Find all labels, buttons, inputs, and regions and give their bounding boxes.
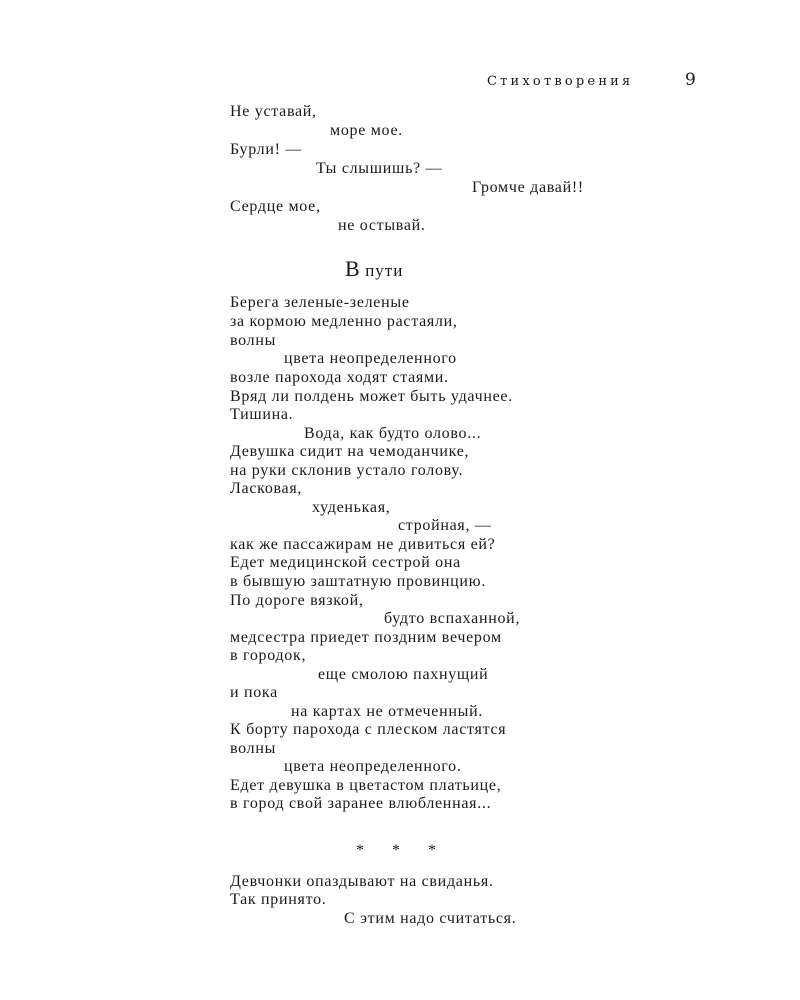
verse-line: стройная, — bbox=[398, 517, 492, 534]
verse-line: Берега зеленые-зеленые bbox=[230, 294, 410, 311]
verse-line: худенькая, bbox=[312, 499, 391, 516]
verse-line: на руки склонив устало голову. bbox=[230, 462, 464, 479]
verse-line: Сердце мое, bbox=[230, 198, 321, 215]
verse-line: Девушка сидит на чемоданчике, bbox=[230, 443, 470, 460]
verse-line: Громче давай!! bbox=[472, 179, 584, 196]
verse-line: С этим надо считаться. bbox=[344, 910, 517, 927]
verse-line: По дороге вязкой, bbox=[230, 592, 364, 609]
running-head: Стихотворения bbox=[487, 74, 634, 89]
verse-line: возле парохода ходят стаями. bbox=[230, 369, 449, 386]
verse-line: в бывшую заштатную провинцию. bbox=[230, 573, 487, 590]
verse-line: в город свой заранее влюбленная... bbox=[230, 795, 492, 812]
poem-title-rest: пути bbox=[365, 261, 404, 280]
verse-line: в городок, bbox=[230, 647, 307, 664]
verse-line: Так принято. bbox=[230, 891, 327, 908]
verse-line: медсестра приедет поздним вечером bbox=[230, 629, 502, 646]
verse-line: Тишина. bbox=[230, 406, 294, 423]
verse-line: волны bbox=[230, 332, 277, 349]
verse-line: цвета неопределенного bbox=[284, 350, 457, 367]
verse-line: Не уставай, bbox=[230, 103, 317, 120]
poem-title bbox=[345, 256, 403, 282]
verse-line: и пока bbox=[230, 684, 278, 701]
page-number: 9 bbox=[685, 70, 696, 90]
verse-line: Едет девушка в цветастом платьице, bbox=[230, 777, 502, 794]
verse-line: будто вспаханной, bbox=[384, 610, 521, 627]
verse-line: не остывай. bbox=[338, 217, 426, 234]
verse-line: как же пассажирам не дивиться ей? bbox=[230, 536, 496, 553]
verse-line: Девчонки опаздывают на свиданья. bbox=[230, 873, 494, 890]
verse-line: на картах не отмеченный. bbox=[291, 703, 484, 720]
verse-line: за кормою медленно растаяли, bbox=[230, 313, 458, 330]
poem-title-initial: В bbox=[345, 256, 360, 281]
verse-line: море мое. bbox=[330, 122, 403, 139]
verse-line: еще смолою пахнущий bbox=[318, 666, 489, 683]
verse-line: Вода, как будто олово... bbox=[304, 425, 482, 442]
verse-line: К борту парохода с плеском ластятся bbox=[230, 721, 507, 738]
section-separator: * * * bbox=[356, 842, 448, 859]
verse-line: Ласковая, bbox=[230, 480, 303, 497]
verse-line: Едет медицинской сестрой она bbox=[230, 554, 461, 571]
verse-line: Ты слышишь? — bbox=[316, 160, 443, 177]
verse-line: цвета неопределенного. bbox=[284, 758, 462, 775]
verse-line: Вряд ли полдень может быть удачнее. bbox=[230, 388, 513, 405]
verse-line: волны bbox=[230, 740, 277, 757]
verse-line: Бурли! — bbox=[230, 141, 303, 158]
